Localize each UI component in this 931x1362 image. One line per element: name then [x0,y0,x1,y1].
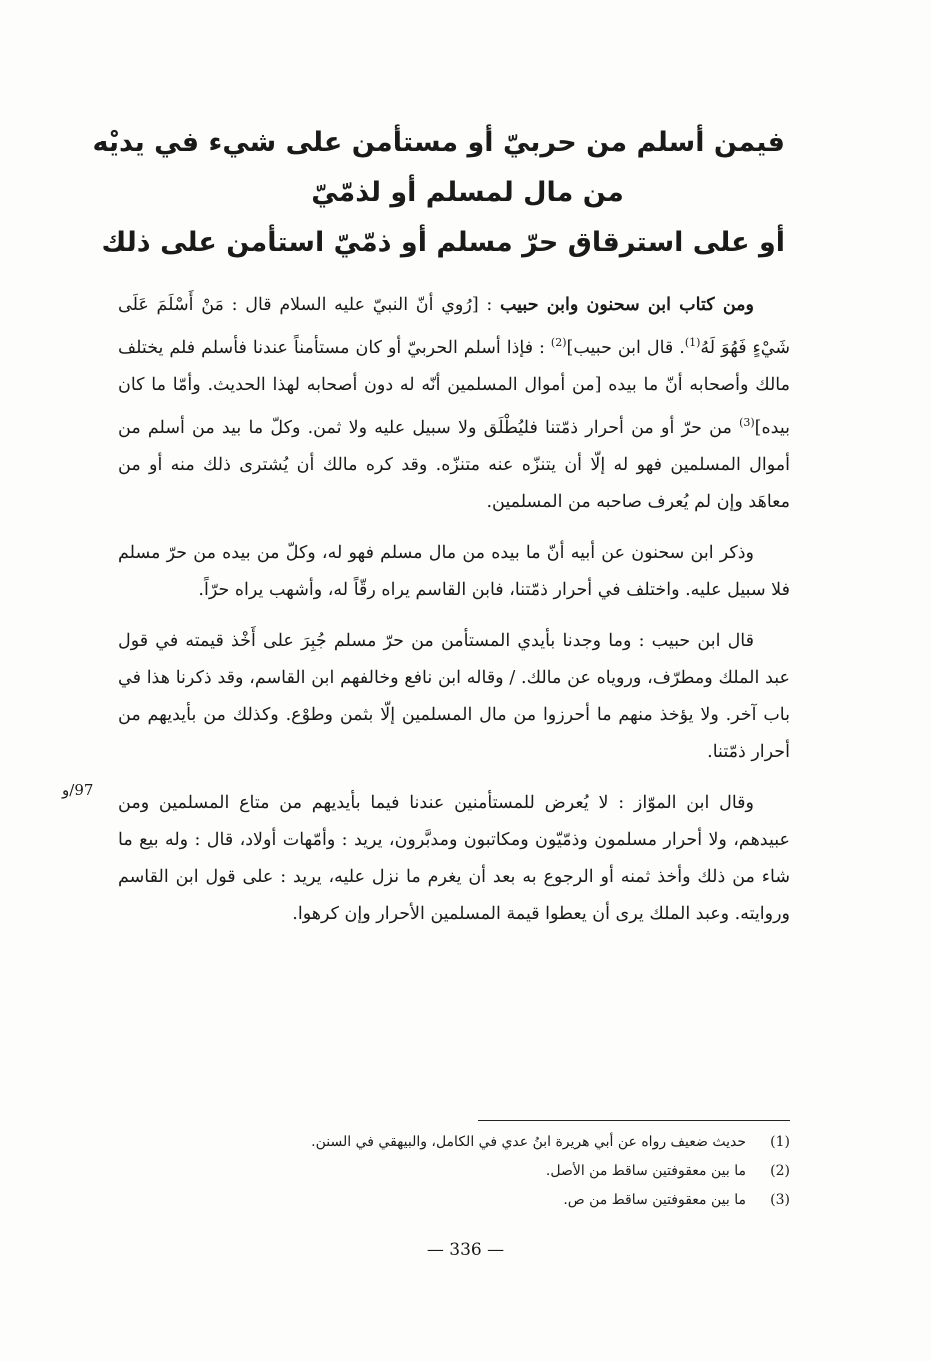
footnote-1 [180,1128,790,1157]
source-lead: ومن كتاب ابن سحنون وابن حبيب [499,295,754,315]
chapter-title [92,118,785,268]
hadith-quote: مَنْ أَسْلَمَ عَلَى شَيْءٍ فَهُوَ لَهُ [118,295,790,358]
paragraph-1-text-c: : فإذا أسلم الحربيّ أو كان مستأمناً عندنا فأسلم فلم يختلف مالك وأصحابه أنّ ما بيده [من أموال المسلمين أنّه له دون أصحابه لهذا الحديث. وأمّا ما كان بيده] [118,337,790,438]
footnote-number: (2) [770,1163,790,1179]
footnote-text: ما بين معقوفتين ساقط من الأصل. [545,1163,746,1179]
footnote-ref-3: (3) [739,415,755,429]
title-line-1: فيمن أسلم من حربيّ أو مستأمن على شيء في يديْه [92,127,785,158]
paragraph-1-text-a: : [رُوي أنّ النبيّ عليه السلام قال : [223,295,500,315]
footnotes [180,1128,790,1215]
footnote-divider [478,1120,790,1121]
footnote-number: (1) [770,1134,790,1150]
title-line-2: من مال لمسلم أو لذمّيّ [311,177,624,208]
footnote-2 [180,1157,790,1186]
footnote-number: (3) [770,1192,790,1208]
footnote-text: حديث ضعيف رواه عن أبي هريرة ابنُ عدي في الكامل، والبيهقي في السنن. [311,1134,746,1150]
paragraph-1 [118,287,790,521]
paragraph-2: وذكر ابن سحنون عن أبيه أنّ ما بيده من مال مسلم فهو له، وكلّ من بيده من حرّ مسلم فلا سبيل عليه. واختلف في أحرار ذمّتنا، فابن القاسم يراه رقّاً له، وأشهب يراه حرّاً. [118,542,790,600]
body-text [118,287,790,947]
title-line-3: أو على استرقاق حرّ مسلم أو ذمّيّ استأمن على ذلك [101,227,785,258]
footnote-ref-1: (1) [684,336,701,349]
footnote-text: ما بين معقوفتين ساقط من ص. [563,1192,746,1208]
paragraph-3: قال ابن حبيب : وما وجدنا بأيدي المستأمن من حرّ مسلم جُبِرَ على أَخْذ قيمته في قول عبد الملك ومطرّف، وروياه عن مالك. / وقاله ابن نافع وخالفهم ابن القاسم، وقد ذكرنا هذا في باب آخر. ولا يؤخذ منهم ما أحرزوا من مال المسلمين إلّا بثمن وطوْع. وكذلك من بأيديهم من أحرار ذمّتنا. [118,630,790,762]
paragraph-1-text-b: . قال ابن حبيب] [566,337,685,358]
folio-margin-note: 97/و [62,781,94,799]
paragraph-4: وقال ابن الموّاز : لا يُعرض للمستأمنين عندنا فيما بأيديهم من متاع المسلمين ومن عبيدهم، ولا أحرار مسلمون وذمّيّون ومكاتبون ومدبَّرون، يريد : وأمّهات أولاد، قال : وله بيع ما شاء من ذلك وأخذ ثمنه أو الرجوع به بعد أن يغرم ما نزل عليه، يريد : على قول ابن القاسم وروايته. وعبد الملك يرى أن يعطوا قيمة المسلمين الأحرار وإن كرهوا. [118,792,790,924]
footnote-3 [180,1186,790,1215]
paragraph-1-text-d: من حرّ أو من أحرار ذمّتنا فليُطْلَق ولا سبيل عليه ولا ثمن. وكلّ ما بيد من أسلم من أموال المسلمين فهو له إلّا أن يتنزّه عنه متنزّه. وقد كره مالك أن يُشترى ذلك منه أو من معاهَد وإن لم يُعرف صاحبه من المسلمين. [118,417,790,512]
footnote-ref-2: (2) [550,336,567,349]
page-number: — 336 — [426,1240,505,1260]
